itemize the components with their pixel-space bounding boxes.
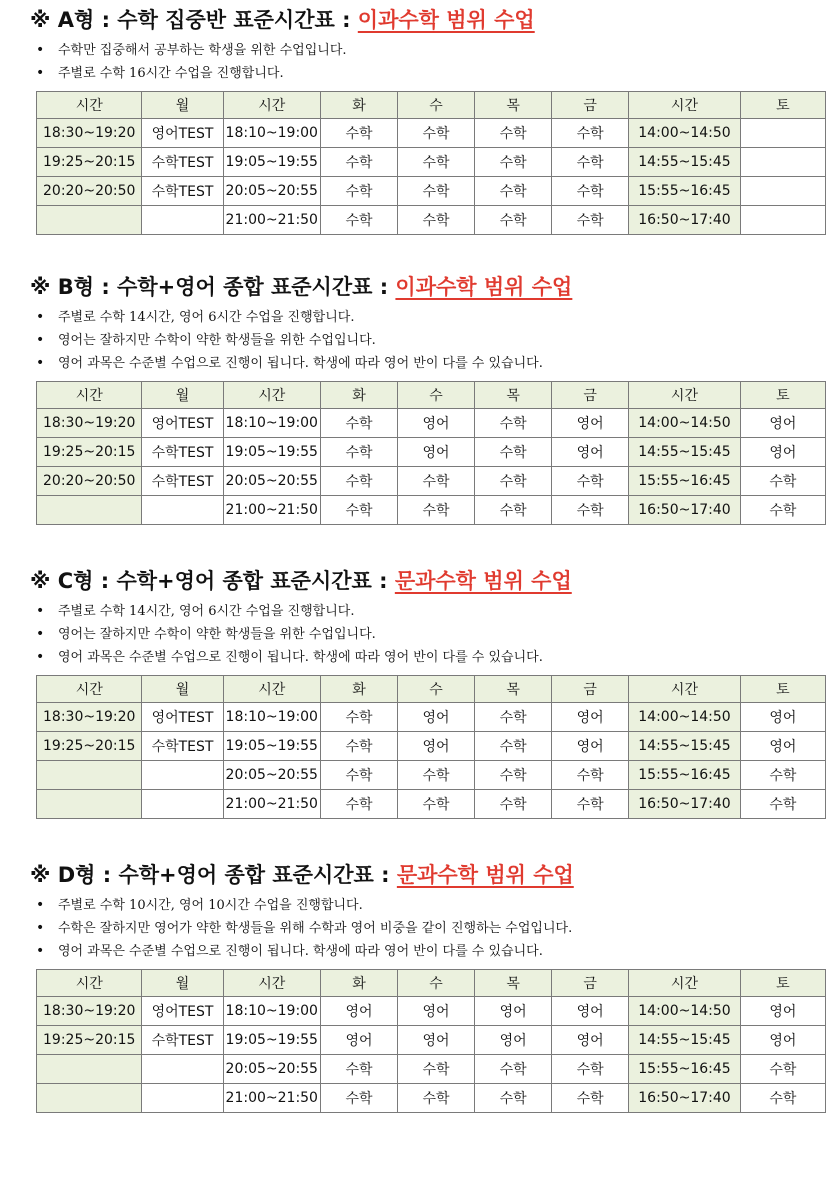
- table-cell: [37, 1084, 142, 1113]
- table-cell: 19:05~19:55: [223, 148, 320, 177]
- table-cell: 18:10~19:00: [223, 409, 320, 438]
- timetable-header-row: [37, 92, 826, 119]
- table-cell: 수학: [552, 119, 629, 148]
- header-cell: 시간: [223, 92, 320, 119]
- table-cell: 14:00~14:50: [629, 997, 741, 1026]
- bullet-list: [30, 39, 830, 85]
- table-cell: 18:10~19:00: [223, 997, 320, 1026]
- header-cell: 수: [398, 676, 475, 703]
- table-cell: 수학: [475, 496, 552, 525]
- table-cell: 수학: [320, 496, 397, 525]
- bullet-item: • 영어 과목은 수준별 수업으로 진행이 됩니다. 학생에 따라 영어 반이 다를 수 있습니다.: [30, 940, 830, 963]
- table-cell: 수학TEST: [142, 1026, 223, 1055]
- table-cell: 14:00~14:50: [629, 119, 741, 148]
- table-cell: 수학: [475, 119, 552, 148]
- header-cell: 목: [475, 382, 552, 409]
- table-cell: 수학: [398, 496, 475, 525]
- timetable: [36, 675, 826, 819]
- table-cell: 20:05~20:55: [223, 761, 320, 790]
- header-cell: 목: [475, 970, 552, 997]
- table-cell: 20:20~20:50: [37, 177, 142, 206]
- section-title: [30, 5, 830, 35]
- table-cell: 영어: [398, 409, 475, 438]
- table-cell: 수학: [398, 206, 475, 235]
- table-cell: 수학: [398, 467, 475, 496]
- timetable-row: [37, 177, 826, 206]
- table-cell: [37, 1055, 142, 1084]
- table-cell: 16:50~17:40: [629, 790, 741, 819]
- timetable-row: [37, 1084, 826, 1113]
- header-cell: 시간: [629, 676, 741, 703]
- table-cell: 수학: [475, 177, 552, 206]
- timetable-row: [37, 703, 826, 732]
- table-cell: 수학: [320, 177, 397, 206]
- table-cell: [740, 206, 825, 235]
- table-cell: 21:00~21:50: [223, 1084, 320, 1113]
- table-cell: 수학TEST: [142, 177, 223, 206]
- table-cell: 19:25~20:15: [37, 148, 142, 177]
- header-cell: 토: [740, 970, 825, 997]
- table-cell: 영어: [475, 1026, 552, 1055]
- section-title-prefix: ※ B형 : 수학+영어 종합 표준시간표 :: [30, 275, 396, 299]
- table-cell: [142, 206, 223, 235]
- table-cell: 수학: [740, 496, 825, 525]
- table-cell: 15:55~16:45: [629, 467, 741, 496]
- table-cell: 20:05~20:55: [223, 177, 320, 206]
- section-title-prefix: ※ D형 : 수학+영어 종합 표준시간표 :: [30, 863, 397, 887]
- table-cell: 수학: [475, 790, 552, 819]
- table-cell: 수학: [320, 467, 397, 496]
- table-cell: 수학: [320, 409, 397, 438]
- table-cell: 영어: [320, 1026, 397, 1055]
- timetable-row: [37, 467, 826, 496]
- timetable-row: [37, 997, 826, 1026]
- table-cell: 수학: [320, 438, 397, 467]
- table-cell: [37, 496, 142, 525]
- table-cell: 영어TEST: [142, 119, 223, 148]
- header-cell: 수: [398, 382, 475, 409]
- table-cell: 영어: [552, 703, 629, 732]
- table-cell: 14:00~14:50: [629, 703, 741, 732]
- bullet-list: [30, 600, 830, 669]
- table-cell: 수학: [398, 1055, 475, 1084]
- timetable-row: [37, 496, 826, 525]
- table-cell: 14:00~14:50: [629, 409, 741, 438]
- table-cell: 16:50~17:40: [629, 206, 741, 235]
- header-cell: 수: [398, 92, 475, 119]
- table-cell: [142, 790, 223, 819]
- table-cell: 영어: [740, 409, 825, 438]
- table-cell: 15:55~16:45: [629, 1055, 741, 1084]
- table-cell: 수학: [320, 119, 397, 148]
- header-cell: 목: [475, 92, 552, 119]
- header-cell: 월: [142, 382, 223, 409]
- table-cell: 수학TEST: [142, 732, 223, 761]
- header-cell: 토: [740, 92, 825, 119]
- table-cell: 수학: [740, 790, 825, 819]
- table-cell: 영어TEST: [142, 409, 223, 438]
- table-cell: 18:10~19:00: [223, 119, 320, 148]
- header-cell: 시간: [629, 970, 741, 997]
- bullet-list: [30, 306, 830, 375]
- table-cell: 수학: [552, 467, 629, 496]
- table-cell: 수학: [398, 148, 475, 177]
- table-cell: 수학: [398, 790, 475, 819]
- table-cell: [142, 1084, 223, 1113]
- timetable: [36, 969, 826, 1113]
- section-title: [30, 860, 830, 890]
- table-cell: 18:30~19:20: [37, 703, 142, 732]
- section-title: [30, 566, 830, 596]
- table-cell: 14:55~15:45: [629, 438, 741, 467]
- header-cell: 시간: [223, 970, 320, 997]
- bullet-item: • 주별로 수학 14시간, 영어 6시간 수업을 진행합니다.: [30, 600, 830, 623]
- header-cell: 시간: [37, 92, 142, 119]
- table-cell: 16:50~17:40: [629, 1084, 741, 1113]
- header-cell: 화: [320, 676, 397, 703]
- section-title-highlight: 이과수학 범위 수업: [395, 275, 573, 299]
- section-a: [30, 5, 830, 235]
- table-cell: 수학: [398, 761, 475, 790]
- header-cell: 시간: [37, 970, 142, 997]
- table-cell: 18:10~19:00: [223, 703, 320, 732]
- table-cell: 수학: [475, 206, 552, 235]
- table-cell: 15:55~16:45: [629, 177, 741, 206]
- section-title-highlight: 문과수학 범위 수업: [394, 569, 572, 593]
- section-d: [30, 860, 830, 1113]
- table-cell: 영어: [398, 703, 475, 732]
- table-cell: 수학: [320, 761, 397, 790]
- timetable-row: [37, 148, 826, 177]
- timetable-row: [37, 732, 826, 761]
- table-cell: 수학: [740, 1084, 825, 1113]
- timetable-row: [37, 1026, 826, 1055]
- bullet-list: [30, 894, 830, 963]
- table-cell: 수학: [475, 438, 552, 467]
- table-cell: 수학: [552, 761, 629, 790]
- timetable-header-row: [37, 970, 826, 997]
- table-cell: 영어: [552, 438, 629, 467]
- table-cell: 수학TEST: [142, 148, 223, 177]
- table-cell: 영어TEST: [142, 703, 223, 732]
- table-cell: 14:55~15:45: [629, 1026, 741, 1055]
- timetable-row: [37, 409, 826, 438]
- header-cell: 시간: [629, 92, 741, 119]
- header-cell: 시간: [223, 382, 320, 409]
- table-cell: 20:05~20:55: [223, 467, 320, 496]
- header-cell: 월: [142, 970, 223, 997]
- bullet-item: • 수학은 잘하지만 영어가 약한 학생들을 위해 수학과 영어 비중을 같이 진행하는 수업입니다.: [30, 917, 830, 940]
- table-cell: 수학: [320, 148, 397, 177]
- table-cell: [740, 148, 825, 177]
- table-cell: 수학: [320, 732, 397, 761]
- table-cell: 수학: [475, 761, 552, 790]
- table-cell: 영어: [398, 997, 475, 1026]
- header-cell: 금: [552, 382, 629, 409]
- table-cell: 수학: [398, 119, 475, 148]
- section-title: [30, 272, 830, 302]
- table-cell: 수학: [475, 467, 552, 496]
- table-cell: 수학: [552, 790, 629, 819]
- bullet-item: • 영어 과목은 수준별 수업으로 진행이 됩니다. 학생에 따라 영어 반이 다를 수 있습니다.: [30, 646, 830, 669]
- table-cell: 수학: [740, 1055, 825, 1084]
- table-cell: [37, 790, 142, 819]
- table-cell: 수학: [475, 703, 552, 732]
- timetable-row: [37, 119, 826, 148]
- header-cell: 목: [475, 676, 552, 703]
- table-cell: 수학: [320, 206, 397, 235]
- table-cell: 18:30~19:20: [37, 119, 142, 148]
- table-cell: 수학: [475, 732, 552, 761]
- table-cell: 19:05~19:55: [223, 438, 320, 467]
- header-cell: 금: [552, 676, 629, 703]
- table-cell: 수학TEST: [142, 467, 223, 496]
- table-cell: 수학: [475, 1055, 552, 1084]
- header-cell: 화: [320, 382, 397, 409]
- header-cell: 월: [142, 92, 223, 119]
- section-title-highlight: 문과수학 범위 수업: [396, 863, 574, 887]
- table-cell: 수학: [552, 496, 629, 525]
- table-cell: [740, 177, 825, 206]
- table-cell: 19:25~20:15: [37, 1026, 142, 1055]
- table-cell: 14:55~15:45: [629, 148, 741, 177]
- table-cell: 16:50~17:40: [629, 496, 741, 525]
- table-cell: 영어: [320, 997, 397, 1026]
- header-cell: 시간: [223, 676, 320, 703]
- table-cell: 수학: [740, 467, 825, 496]
- bullet-item: • 영어는 잘하지만 수학이 약한 학생들을 위한 수업입니다.: [30, 623, 830, 646]
- table-cell: [142, 761, 223, 790]
- bullet-item: • 영어 과목은 수준별 수업으로 진행이 됩니다. 학생에 따라 영어 반이 다를 수 있습니다.: [30, 352, 830, 375]
- table-cell: 수학: [552, 148, 629, 177]
- table-cell: [142, 1055, 223, 1084]
- timetable-header-row: [37, 382, 826, 409]
- table-cell: 20:20~20:50: [37, 467, 142, 496]
- timetable: [36, 91, 826, 235]
- timetable-row: [37, 206, 826, 235]
- table-cell: 영어: [740, 1026, 825, 1055]
- table-cell: 21:00~21:50: [223, 496, 320, 525]
- table-cell: 수학: [552, 1084, 629, 1113]
- table-cell: 18:30~19:20: [37, 997, 142, 1026]
- table-cell: 20:05~20:55: [223, 1055, 320, 1084]
- timetable-header-row: [37, 676, 826, 703]
- table-cell: 19:25~20:15: [37, 732, 142, 761]
- table-cell: 수학: [320, 1084, 397, 1113]
- timetable-row: [37, 761, 826, 790]
- header-cell: 시간: [629, 382, 741, 409]
- section-c: [30, 566, 830, 819]
- section-title-prefix: ※ C형 : 수학+영어 종합 표준시간표 :: [30, 569, 395, 593]
- table-cell: 19:05~19:55: [223, 732, 320, 761]
- timetable: [36, 381, 826, 525]
- table-cell: [37, 206, 142, 235]
- table-cell: 영어: [475, 997, 552, 1026]
- header-cell: 시간: [37, 382, 142, 409]
- bullet-item: • 주별로 수학 14시간, 영어 6시간 수업을 진행합니다.: [30, 306, 830, 329]
- timetable-row: [37, 438, 826, 467]
- table-cell: 영어: [552, 732, 629, 761]
- table-cell: 영어: [552, 409, 629, 438]
- table-cell: 18:30~19:20: [37, 409, 142, 438]
- table-cell: 영어: [740, 732, 825, 761]
- section-title-highlight: 이과수학 범위 수업: [357, 8, 535, 32]
- table-cell: 15:55~16:45: [629, 761, 741, 790]
- table-cell: 수학: [552, 1055, 629, 1084]
- timetable-row: [37, 1055, 826, 1084]
- section-b: [30, 272, 830, 525]
- table-cell: 영어: [552, 1026, 629, 1055]
- table-cell: [142, 496, 223, 525]
- header-cell: 금: [552, 92, 629, 119]
- timetable-row: [37, 790, 826, 819]
- header-cell: 수: [398, 970, 475, 997]
- bullet-item: • 주별로 수학 10시간, 영어 10시간 수업을 진행합니다.: [30, 894, 830, 917]
- table-cell: 수학: [740, 761, 825, 790]
- table-cell: 21:00~21:50: [223, 790, 320, 819]
- table-cell: [740, 119, 825, 148]
- header-cell: 금: [552, 970, 629, 997]
- bullet-item: • 영어는 잘하지만 수학이 약한 학생들을 위한 수업입니다.: [30, 329, 830, 352]
- table-cell: 영어: [398, 438, 475, 467]
- table-cell: 영어: [398, 732, 475, 761]
- header-cell: 화: [320, 92, 397, 119]
- header-cell: 화: [320, 970, 397, 997]
- table-cell: 영어: [552, 997, 629, 1026]
- table-cell: 영어: [740, 438, 825, 467]
- table-cell: 수학: [475, 148, 552, 177]
- header-cell: 시간: [37, 676, 142, 703]
- bullet-item: • 수학만 집중해서 공부하는 학생을 위한 수업입니다.: [30, 39, 830, 62]
- table-cell: 영어: [740, 703, 825, 732]
- header-cell: 월: [142, 676, 223, 703]
- table-cell: 19:05~19:55: [223, 1026, 320, 1055]
- table-cell: 영어TEST: [142, 997, 223, 1026]
- header-cell: 토: [740, 382, 825, 409]
- table-cell: 수학TEST: [142, 438, 223, 467]
- table-cell: 14:55~15:45: [629, 732, 741, 761]
- table-cell: 19:25~20:15: [37, 438, 142, 467]
- table-cell: 수학: [320, 790, 397, 819]
- table-cell: 수학: [475, 1084, 552, 1113]
- header-cell: 토: [740, 676, 825, 703]
- bullet-item: • 주별로 수학 16시간 수업을 진행합니다.: [30, 62, 830, 85]
- table-cell: 수학: [398, 1084, 475, 1113]
- table-cell: 영어: [398, 1026, 475, 1055]
- table-cell: 수학: [552, 206, 629, 235]
- table-cell: 수학: [320, 703, 397, 732]
- table-cell: 영어: [740, 997, 825, 1026]
- table-cell: [37, 761, 142, 790]
- table-cell: 수학: [475, 409, 552, 438]
- section-title-prefix: ※ A형 : 수학 집중반 표준시간표 :: [30, 8, 358, 32]
- table-cell: 수학: [320, 1055, 397, 1084]
- table-cell: 수학: [398, 177, 475, 206]
- table-cell: 수학: [552, 177, 629, 206]
- table-cell: 21:00~21:50: [223, 206, 320, 235]
